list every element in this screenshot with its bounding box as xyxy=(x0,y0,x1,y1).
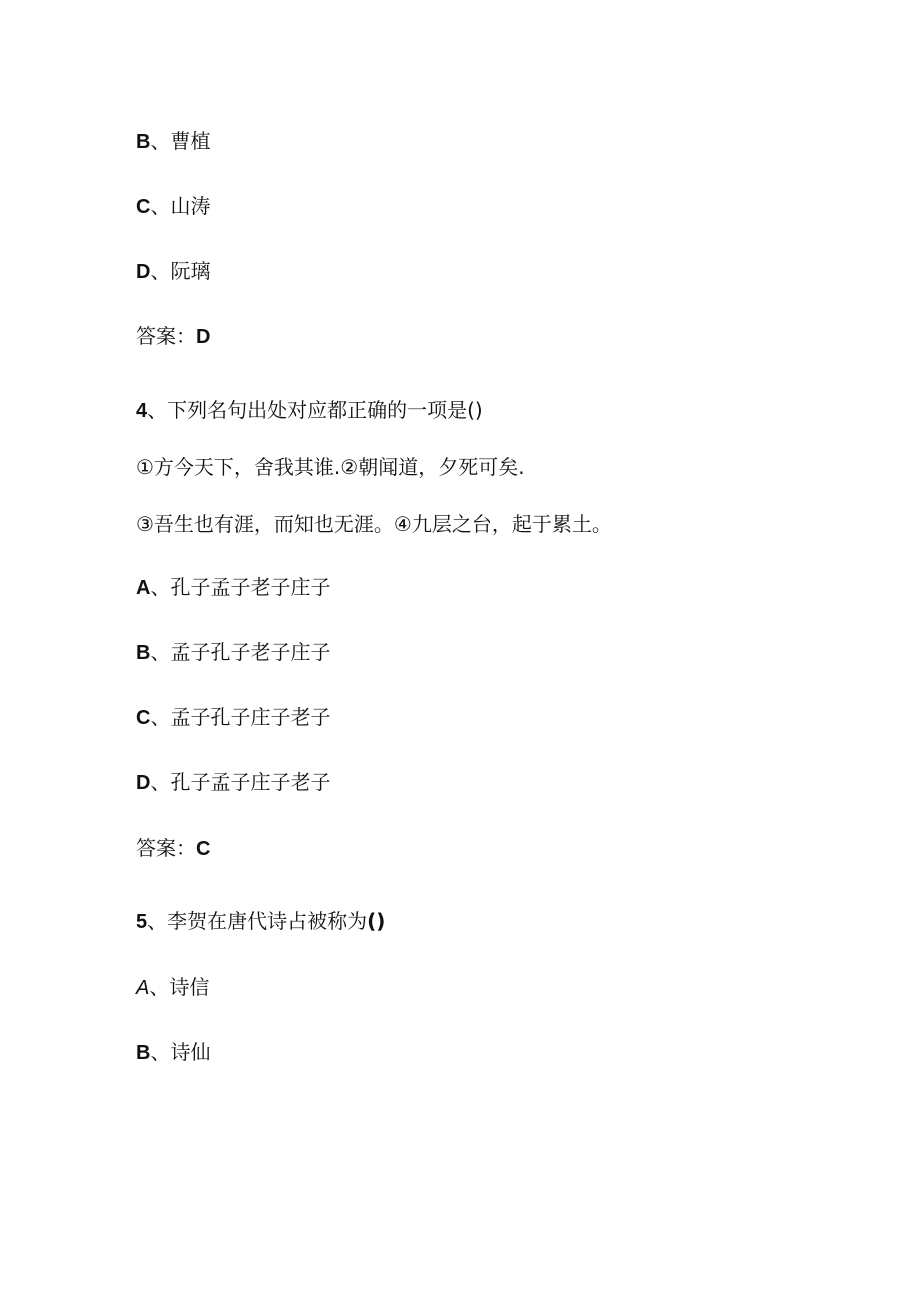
option-d xyxy=(136,769,330,796)
option-separator: 、 xyxy=(150,640,171,664)
option-letter: D xyxy=(136,261,151,283)
option-letter: C xyxy=(136,196,151,218)
question-separator: 、 xyxy=(147,398,168,422)
option-text: 孔子孟子老子庄子 xyxy=(170,575,331,599)
question-4-stem xyxy=(136,397,483,424)
answer-line xyxy=(136,323,210,350)
question-5-stem xyxy=(136,908,385,935)
option-separator: 、 xyxy=(150,1040,171,1064)
option-letter: B xyxy=(136,131,151,153)
option-letter: D xyxy=(136,772,151,794)
option-d xyxy=(136,258,210,285)
option-c xyxy=(136,704,330,731)
question-number: 5 xyxy=(136,911,148,933)
option-b xyxy=(136,1039,210,1066)
option-letter: B xyxy=(136,642,151,664)
option-letter: A xyxy=(136,577,151,599)
option-text: 诗仙 xyxy=(170,1040,211,1064)
option-separator: 、 xyxy=(150,770,171,794)
option-text: 曹植 xyxy=(170,129,211,153)
quote-text: ①方今天下，舍我其谁.②朝闻道，夕死可矣. xyxy=(136,455,525,479)
option-separator: 、 xyxy=(150,129,171,153)
option-text: 孟子孔子庄子老子 xyxy=(170,705,331,729)
option-a xyxy=(136,574,330,601)
question-number: 4 xyxy=(136,400,148,422)
option-c xyxy=(136,193,210,220)
answer-label: 答案： xyxy=(136,324,196,348)
question-4-quotes-1 xyxy=(136,454,525,480)
question-paren: () xyxy=(467,398,483,422)
option-separator: 、 xyxy=(150,259,171,283)
option-text: 孟子孔子老子庄子 xyxy=(170,640,331,664)
question-4-quotes-2 xyxy=(136,511,612,537)
question-paren: () xyxy=(367,909,386,933)
option-text: 诗信 xyxy=(169,975,210,999)
option-letter: B xyxy=(136,1042,151,1064)
option-letter: C xyxy=(136,707,151,729)
option-text: 山涛 xyxy=(170,194,211,218)
option-b xyxy=(136,639,330,666)
quote-text: ③吾生也有涯，而知也无涯。④九层之台，起于累土。 xyxy=(136,512,612,536)
option-text: 孔子孟子庄子老子 xyxy=(170,770,331,794)
answer-value: C xyxy=(196,838,211,860)
option-b xyxy=(136,128,210,155)
question-separator: 、 xyxy=(147,909,168,933)
option-separator: 、 xyxy=(150,575,171,599)
question-text: 下列名句出处对应都正确的一项是 xyxy=(167,398,468,422)
answer-label: 答案： xyxy=(136,836,196,860)
question-text: 李贺在唐代诗占被称为 xyxy=(167,909,368,933)
option-separator: 、 xyxy=(150,194,171,218)
answer-line xyxy=(136,835,210,862)
option-text: 阮璃 xyxy=(170,259,211,283)
option-separator: 、 xyxy=(149,975,170,999)
option-letter: A xyxy=(136,977,150,999)
option-a xyxy=(136,974,209,1001)
option-separator: 、 xyxy=(150,705,171,729)
answer-value: D xyxy=(196,326,211,348)
